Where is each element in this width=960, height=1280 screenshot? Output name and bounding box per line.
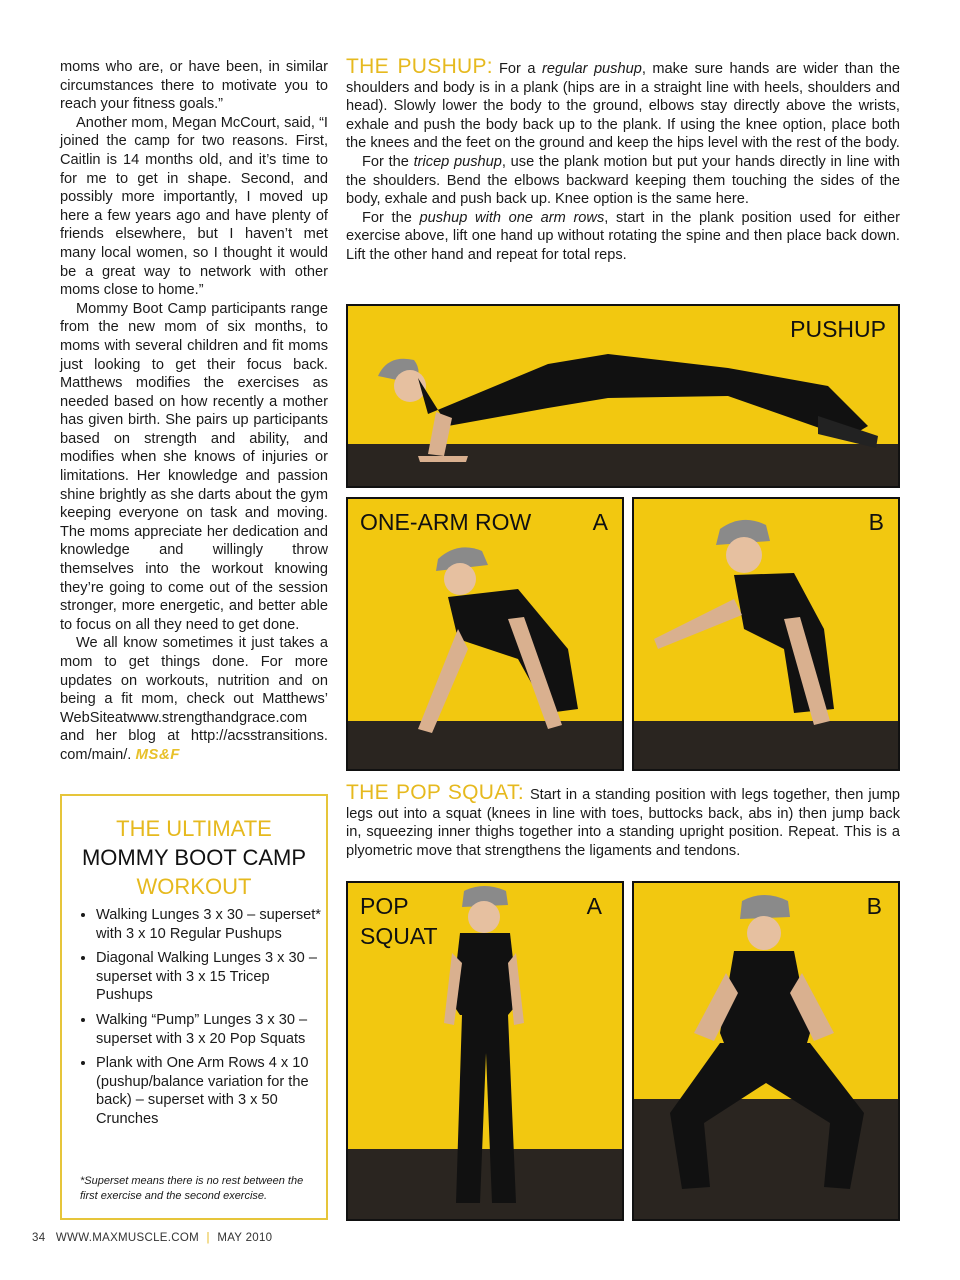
footer-separator: | (206, 1232, 210, 1244)
photo-label: ONE-ARM ROW (360, 509, 532, 535)
text-run: For the (362, 153, 414, 170)
text-run: For the (362, 209, 420, 226)
photo-letter-b: B (866, 893, 882, 919)
one-arm-row-photo-a (346, 497, 624, 771)
workout-item: • Walking “Pump” Lunges 3 x 30 – superset with 3 x 20 Pop Squats (96, 1011, 326, 1048)
pushup-heading: THE PUSHUP: (346, 55, 493, 78)
pushup-text (346, 55, 900, 265)
photo-label: PUSHUP (790, 316, 886, 342)
pushup-photo (346, 304, 900, 488)
workout-sidebar-box (60, 794, 328, 1220)
pop-squat-heading: THE POP SQUAT: (346, 781, 524, 804)
msf-logo: MS&F (135, 745, 180, 763)
text-run: , make sure hands are wider than the shoulders and body is in a plank (hips are in a straight line with heels, shoulders and head). Slowly lower the body to the ground, elbows stay directly above the wrists, exhale and push the body back up to the plank. If using the knee option, place both the knees and the feet on the ground and keep the hips level with the rest of the body. (346, 61, 900, 152)
workout-list (80, 906, 326, 1135)
photo-letter-a: A (592, 509, 608, 535)
article-paragraph: Another mom, Megan McCourt, said, “I joined the camp for two reasons. First, Caitlin is 14 months old, and it’s time to for me to get in shape. Second, and possibly more importantly, I moved up here a few years ago and have plenty of friends elsewhere, but I haven’t met many local women, so I thought it would be a great way to network with other moms close to home.” (60, 114, 328, 299)
text-run-emphasis: regular pushup (542, 61, 642, 77)
sidebar-title-line2: MOMMY BOOT CAMP (81, 845, 307, 870)
row-a-figure-illustration (348, 499, 622, 769)
pushup-paragraph-arm-rows (346, 209, 900, 265)
text-run: For a (498, 61, 542, 77)
squat-b-figure-illustration (634, 883, 898, 1219)
text-run: , start in the plank position used for either exercise above, lift one hand up without rotating the spine and then place back down. Lift the other hand and repeat for total reps. (346, 209, 900, 263)
workout-item: • Walking Lunges 3 x 30 – superset* with 3 x 10 Regular Pushups (96, 906, 326, 943)
article-paragraph: Mommy Boot Camp participants range from the new mom of six months, to moms with several children and fit moms just looking to get their focus back. Matthews modifies the exercises as needed based on how recently a mother has given birth. She pairs up participants based on strength and ability, and modifies when she knows of injuries or limitations. Her knowledge and passion shine brightly as she darts about the gym keeping everyone on task and moving. The moms appreciate her dedication and knowledge and willingly throw themselves into the workout knowing they’re going to come out of the session stronger, more energetic, and better able to focus on all they need to get done. (60, 300, 328, 633)
article-paragraph: moms who are, or have been, in similar circumstances there to motivate you to reach your fitness goals.” (60, 59, 328, 113)
pushup-figure-illustration (348, 306, 898, 486)
pushup-paragraph-tricep (346, 153, 900, 209)
page-footer (32, 1232, 272, 1244)
photo-letter-a: A (586, 893, 602, 919)
text-run: , use the plank motion but put your hands directly in line with the shoulders. Bend the elbows backward keeping them touching the sides of the body, exhale and push back up. Knee option is the same here. (346, 153, 900, 208)
footer-website: WWW.MAXMUSCLE.COM (55, 1232, 200, 1244)
article-paragraph (60, 634, 328, 764)
squat-a-figure-illustration (348, 883, 622, 1219)
photo-label-line2: SQUAT (360, 923, 438, 949)
workout-item: • Diagonal Walking Lunges 3 x 30 – superset with 3 x 15 Tricep Pushups (96, 949, 326, 1005)
article-paragraph-text: We all know sometimes it just takes a mom to get things done. For more updates on workouts, nutrition and on being a fit mom, check out Matthews’ WebSiteatwww.strengthandgrace.com and her blog at http://acsstransitions. com/main/. (60, 635, 328, 763)
photo-letter-b: B (868, 509, 884, 535)
sidebar-title-line1: THE ULTIMATE (116, 816, 272, 841)
row-b-figure-illustration (634, 499, 898, 769)
pop-squat-paragraph (346, 781, 900, 860)
one-arm-row-photo-b (632, 497, 900, 771)
text-run-emphasis: pushup with one arm rows (419, 209, 605, 226)
footer-date: MAY 2010 (217, 1232, 273, 1244)
sidebar-title-line3: WORKOUT (136, 874, 252, 899)
superset-note: *Superset means there is no rest between the first exercise and the second exercise. (80, 1175, 304, 1202)
page-number: 34 (32, 1232, 46, 1244)
text-run-emphasis: tricep pushup (413, 153, 502, 170)
photo-label-line1: POP (360, 893, 409, 919)
pop-squat-photo-b (632, 881, 900, 1221)
workout-item: • Plank with One Arm Rows 4 x 10 (pushup/balance variation for the back) – superset with 3 x 50 Crunches (96, 1054, 326, 1128)
text-run: Start in a standing position with legs together, then jump legs out into a squat (knees in line with toes, buttocks back, abs in) then jump back in, squeezing inner thighs together into a standing upright position. Repeat. This is a plyometric move that strengthens the ligaments and tendons. (346, 787, 900, 859)
pop-squat-text (346, 781, 900, 860)
pushup-paragraph-regular (346, 55, 900, 153)
pop-squat-photo-a (346, 881, 624, 1221)
left-article-column (60, 58, 328, 765)
